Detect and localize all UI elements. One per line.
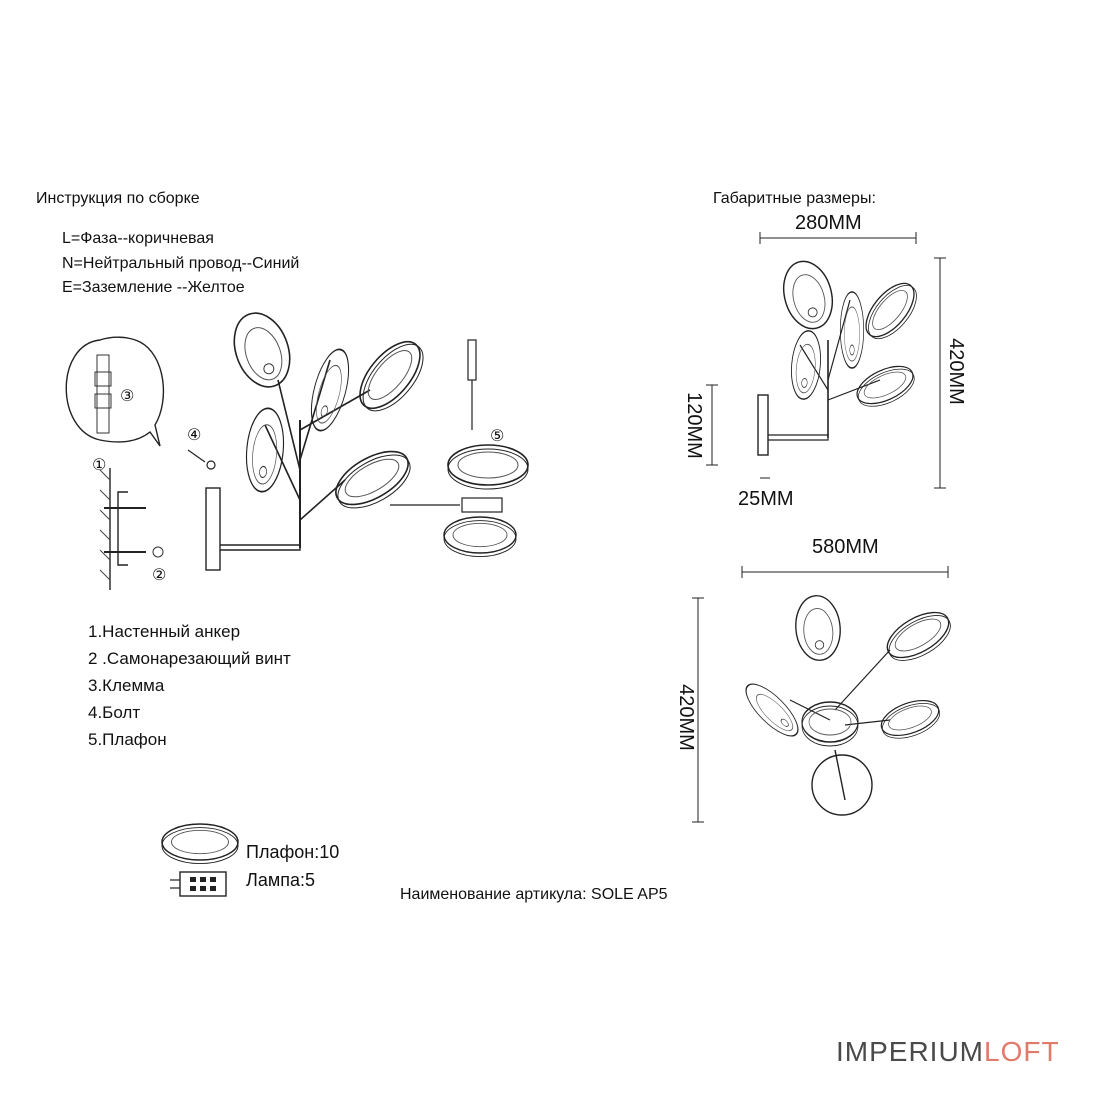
dim-bottom-height: 420MM bbox=[674, 684, 697, 751]
part-1: 1.Настенный анкер bbox=[88, 622, 241, 641]
part-2: 2 .Самонарезающий винт bbox=[88, 649, 291, 668]
callout-5: ⑤ bbox=[490, 428, 505, 445]
wiring-ground: E=Заземление --Желтое bbox=[62, 279, 245, 296]
lamp-assembly bbox=[206, 305, 434, 570]
callout-4: ④ bbox=[187, 427, 202, 444]
assembly-title: Инструкция по сборке bbox=[36, 190, 200, 207]
part-3: 3.Клемма bbox=[88, 676, 165, 695]
package-icons bbox=[162, 824, 238, 896]
brand-logo bbox=[836, 1036, 1060, 1068]
dim-top-height: 420MM bbox=[944, 338, 967, 405]
part-4: 4.Болт bbox=[88, 703, 141, 722]
wiring-phase: L=Фаза--коричневая bbox=[62, 230, 214, 247]
dim-top-width: 280MM bbox=[795, 212, 862, 234]
dim-bottom-width: 580MM bbox=[812, 536, 879, 558]
dim-base-height: 120MM bbox=[682, 392, 705, 459]
shade-count: Плафон:10 bbox=[246, 842, 340, 862]
callout-1: ① bbox=[92, 457, 107, 474]
callout-3: ③ bbox=[120, 388, 135, 405]
lamp-count: Лампа:5 bbox=[246, 870, 315, 890]
shade-install-detail bbox=[390, 340, 528, 557]
front-dimension-view bbox=[706, 232, 946, 488]
dimensions-title: Габаритные размеры: bbox=[713, 190, 876, 207]
part-5: 5.Плафон bbox=[88, 730, 167, 749]
top-dimension-view bbox=[692, 566, 958, 822]
callout-2: ② bbox=[152, 567, 167, 584]
article-name: Наименование артикула: SOLE AP5 bbox=[400, 886, 668, 903]
brand-part-2: LOFT bbox=[984, 1036, 1060, 1067]
bolt-detail bbox=[188, 450, 215, 469]
brand-part-1: IMPERIUM bbox=[836, 1036, 984, 1067]
wiring-neutral: N=Нейтральный провод--Синий bbox=[62, 255, 300, 272]
terminal-detail-bubble bbox=[66, 337, 163, 446]
dim-depth: 25MM bbox=[738, 488, 794, 510]
